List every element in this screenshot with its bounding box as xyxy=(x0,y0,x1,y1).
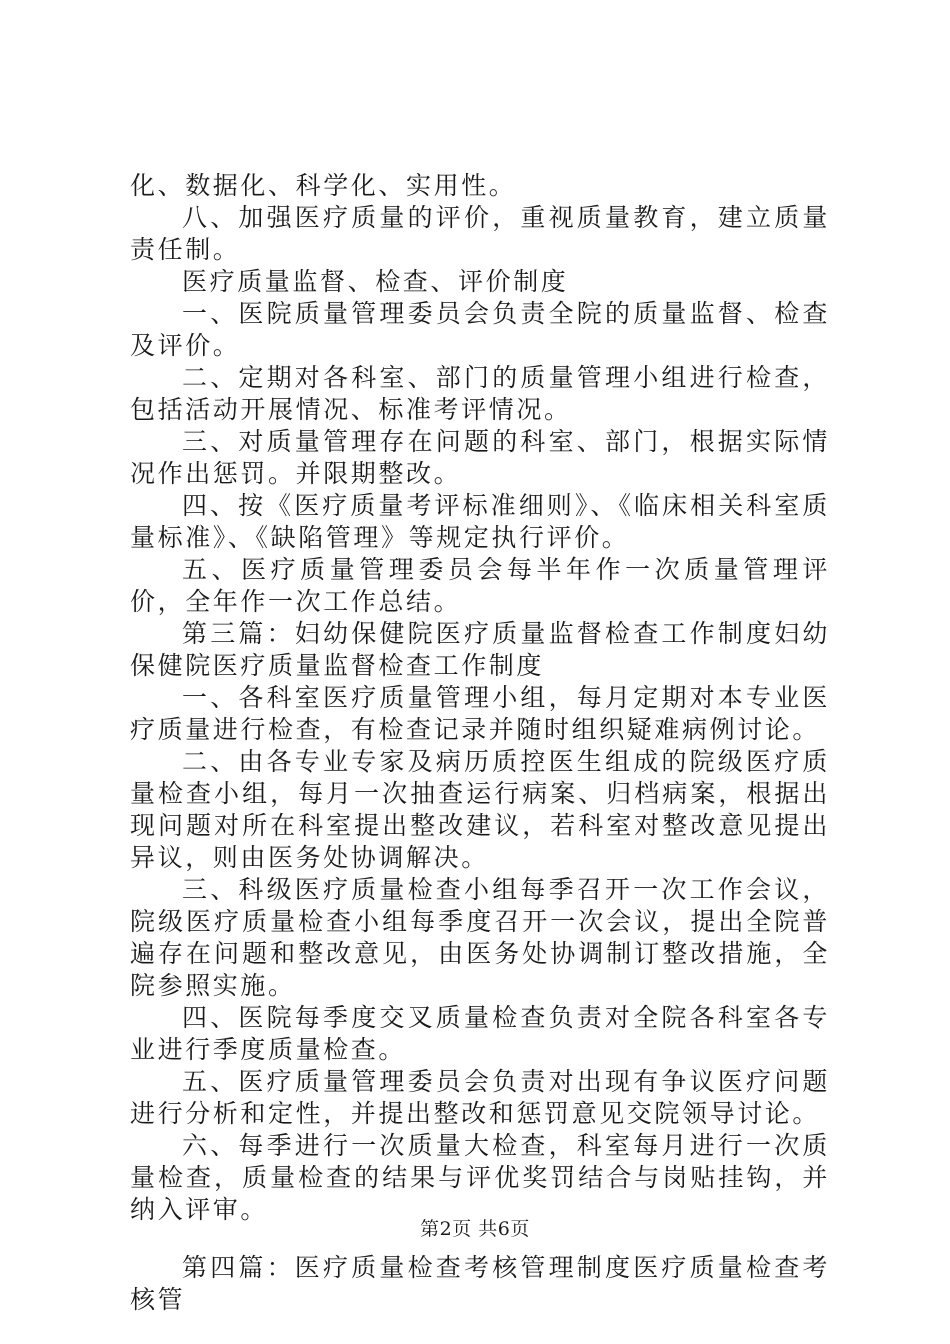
paragraph-item-1: 一、各科室医疗质量管理小组，每月定期对本专业医疗质量进行检查，有检查记录并随时组织疑难病例讨论。 xyxy=(130,683,830,744)
paragraph-item-6: 六、每季进行一次质量大检查，科室每月进行一次质量检查，质量检查的结果与评优奖罚结合与岗贴挂钩，并纳入评审。 xyxy=(130,1131,830,1224)
paragraph-item-2: 二、定期对各科室、部门的质量管理小组进行检查，包括活动开展情况、标准考评情况。 xyxy=(130,363,830,424)
document-body xyxy=(130,170,830,1316)
page-number-footer: 第2页 共6页 xyxy=(420,1218,530,1240)
paragraph-item-4: 四、医院每季度交叉质量检查负责对全院各科室各专业进行季度质量检查。 xyxy=(130,1003,830,1064)
paragraph-item-5: 五、医疗质量管理委员会负责对出现有争议医疗问题进行分析和定性，并提出整改和惩罚意见交院领导讨论。 xyxy=(130,1067,830,1128)
paragraph-item-3: 三、科级医疗质量检查小组每季召开一次工作会议，院级医疗质量检查小组每季度召开一次会议，提出全院普遍存在问题和整改意见，由医务处协调制订整改措施，全院参照实施。 xyxy=(130,875,830,1000)
section-heading: 医疗质量监督、检查、评价制度 xyxy=(182,267,569,296)
paragraph-item-4: 四、按《医疗质量考评标准细则》、《临床相关科室质量标准》、《缺陷管理》等规定执行评价。 xyxy=(130,491,830,552)
paragraph-item-2: 二、由各专业专家及病历质控医生组成的院级医疗质量检查小组，每月一次抽查运行病案、归档病案，根据出现问题对所在科室提出整改建议，若科室对整改意见提出异议，则由医务处协调解决。 xyxy=(130,747,830,872)
paragraph-item-3: 三、对质量管理存在问题的科室、部门，根据实际情况作出惩罚。并限期整改。 xyxy=(130,427,830,488)
paragraph-item-1: 一、医院质量管理委员会负责全院的质量监督、检查及评价。 xyxy=(130,299,830,360)
chapter-three-heading: 第三篇：妇幼保健院医疗质量监督检查工作制度妇幼保健院医疗质量监督检查工作制度 xyxy=(130,619,830,680)
paragraph-item-5: 五、医疗质量管理委员会每半年作一次质量管理评价，全年作一次工作总结。 xyxy=(130,555,830,616)
chapter-four-heading: 第四篇：医疗质量检查考核管理制度医疗质量检查考核管 xyxy=(130,1253,830,1314)
paragraph-continuation: 化、数据化、科学化、实用性。 xyxy=(130,171,517,200)
paragraph-item-8: 八、加强医疗质量的评价，重视质量教育，建立质量责任制。 xyxy=(130,203,830,264)
